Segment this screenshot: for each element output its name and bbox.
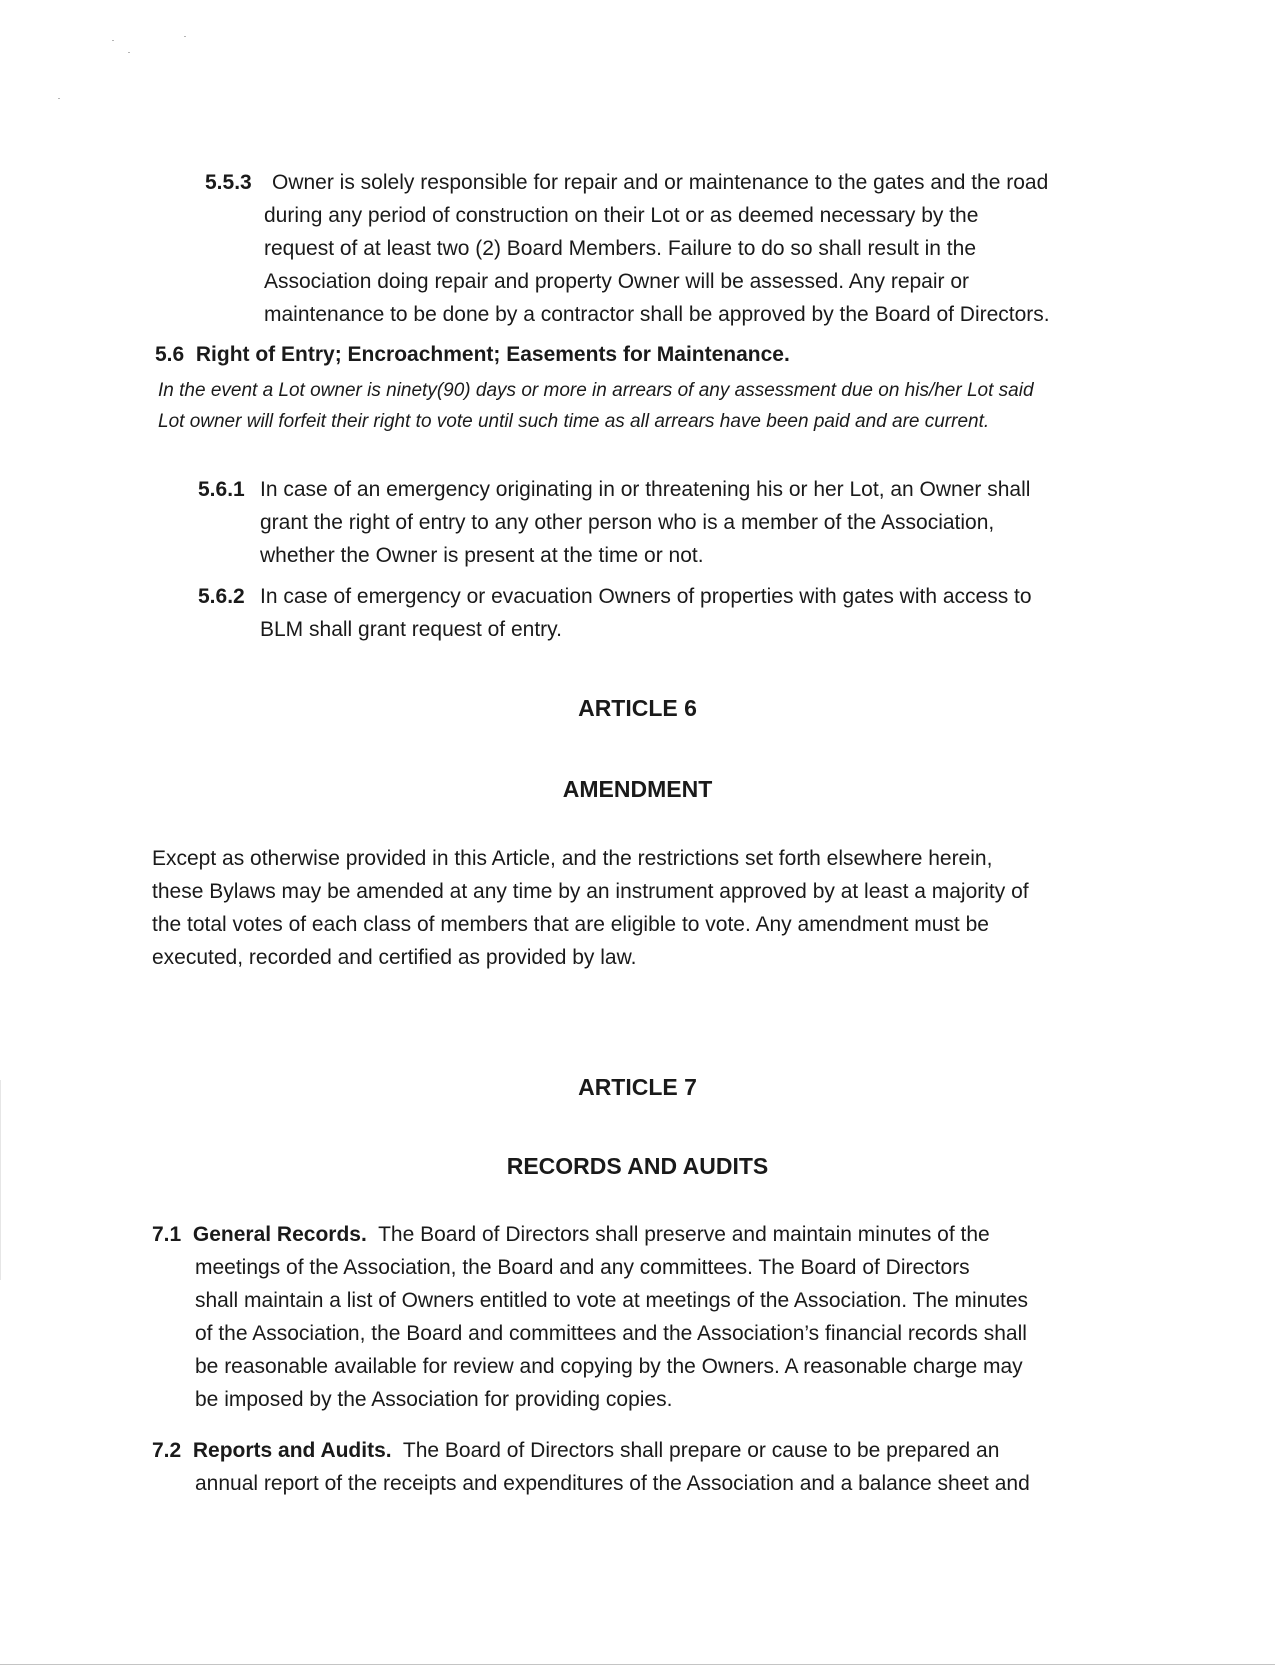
- page-bottom-rule: [0, 1664, 1275, 1665]
- section-5-6-heading: [155, 338, 1055, 371]
- article-7-heading: ARTICLE 7: [578, 1074, 697, 1100]
- section-number: 7.1: [152, 1223, 182, 1246]
- note-line: In the event a Lot owner is ninety(90) days or more in arrears of any assessment due on his/her Lot said: [158, 380, 1034, 401]
- section-number: 7.2: [152, 1439, 182, 1462]
- article-6-title: AMENDMENT: [562, 776, 713, 802]
- section-number: 5.6.2: [198, 585, 245, 608]
- section-text-line: Association doing repair and property Owner will be assessed. Any repair or: [264, 270, 970, 293]
- section-text-line: In case of emergency or evacuation Owners of properties with gates with access to: [260, 585, 1032, 608]
- section-text-line: In case of an emergency originating in or threatening his or her Lot, an Owner shall: [260, 478, 1031, 501]
- section-number: 5.5.3: [205, 171, 252, 194]
- article-6-heading: ARTICLE 6: [578, 695, 697, 721]
- section-7-1: [152, 1218, 1132, 1416]
- section-text-line: shall maintain a list of Owners entitled to vote at meetings of the Association. The minutes: [195, 1289, 1029, 1312]
- scan-speck: [128, 52, 130, 53]
- section-text-line: BLM shall grant request of entry.: [260, 618, 562, 641]
- section-text-line: Owner is solely responsible for repair and or maintenance to the gates and the road: [272, 171, 1049, 194]
- body-text-line: these Bylaws may be amended at any time by an instrument approved by at least a majority of: [152, 880, 1029, 903]
- body-text-line: the total votes of each class of members that are eligible to vote. Any amendment must be: [152, 913, 989, 936]
- section-text-line: of the Association, the Board and committees and the Association’s financial records shall: [195, 1322, 1027, 1345]
- section-text-line: request of at least two (2) Board Members. Failure to do so shall result in the: [264, 237, 977, 260]
- section-text-line: The Board of Directors shall preserve and maintain minutes of the: [378, 1223, 990, 1246]
- section-5-6-note: [158, 375, 1158, 437]
- section-title: General Records.: [192, 1223, 367, 1246]
- body-text-line: Except as otherwise provided in this Article, and the restrictions set forth elsewhere herein,: [152, 847, 993, 870]
- article-7-title: RECORDS AND AUDITS: [506, 1153, 769, 1179]
- note-line: Lot owner will forfeit their right to vote until such time as all arrears have been paid and are current.: [158, 411, 990, 432]
- scan-speck: [112, 40, 114, 41]
- section-text-line: annual report of the receipts and expenditures of the Association and a balance sheet and: [195, 1472, 1030, 1495]
- section-number: 5.6: [155, 343, 185, 366]
- section-text-line: be reasonable available for review and copying by the Owners. A reasonable charge may: [195, 1355, 1023, 1378]
- section-text-line: grant the right of entry to any other person who is a member of the Association,: [260, 511, 995, 534]
- section-text-line: meetings of the Association, the Board and any committees. The Board of Directors: [195, 1256, 970, 1279]
- section-text-line: The Board of Directors shall prepare or cause to be prepared an: [402, 1439, 1000, 1462]
- article-6-body: [152, 842, 1132, 974]
- section-text-line: maintenance to be done by a contractor shall be approved by the Board of Directors.: [264, 303, 1050, 326]
- section-text-line: whether the Owner is present at the time or not.: [260, 544, 704, 567]
- section-7-2: [152, 1434, 1132, 1500]
- section-title: Right of Entry; Encroachment; Easements for Maintenance.: [195, 343, 790, 366]
- section-title: Reports and Audits.: [192, 1439, 392, 1462]
- section-text-line: be imposed by the Association for providing copies.: [195, 1388, 673, 1411]
- body-text-line: executed, recorded and certified as provided by law.: [152, 946, 637, 969]
- section-text-line: during any period of construction on their Lot or as deemed necessary by the: [264, 204, 979, 227]
- section-number: 5.6.1: [198, 478, 245, 501]
- scan-speck: [58, 98, 60, 99]
- section-5-5-3-continuation: [264, 199, 1124, 331]
- scan-speck: [184, 36, 186, 37]
